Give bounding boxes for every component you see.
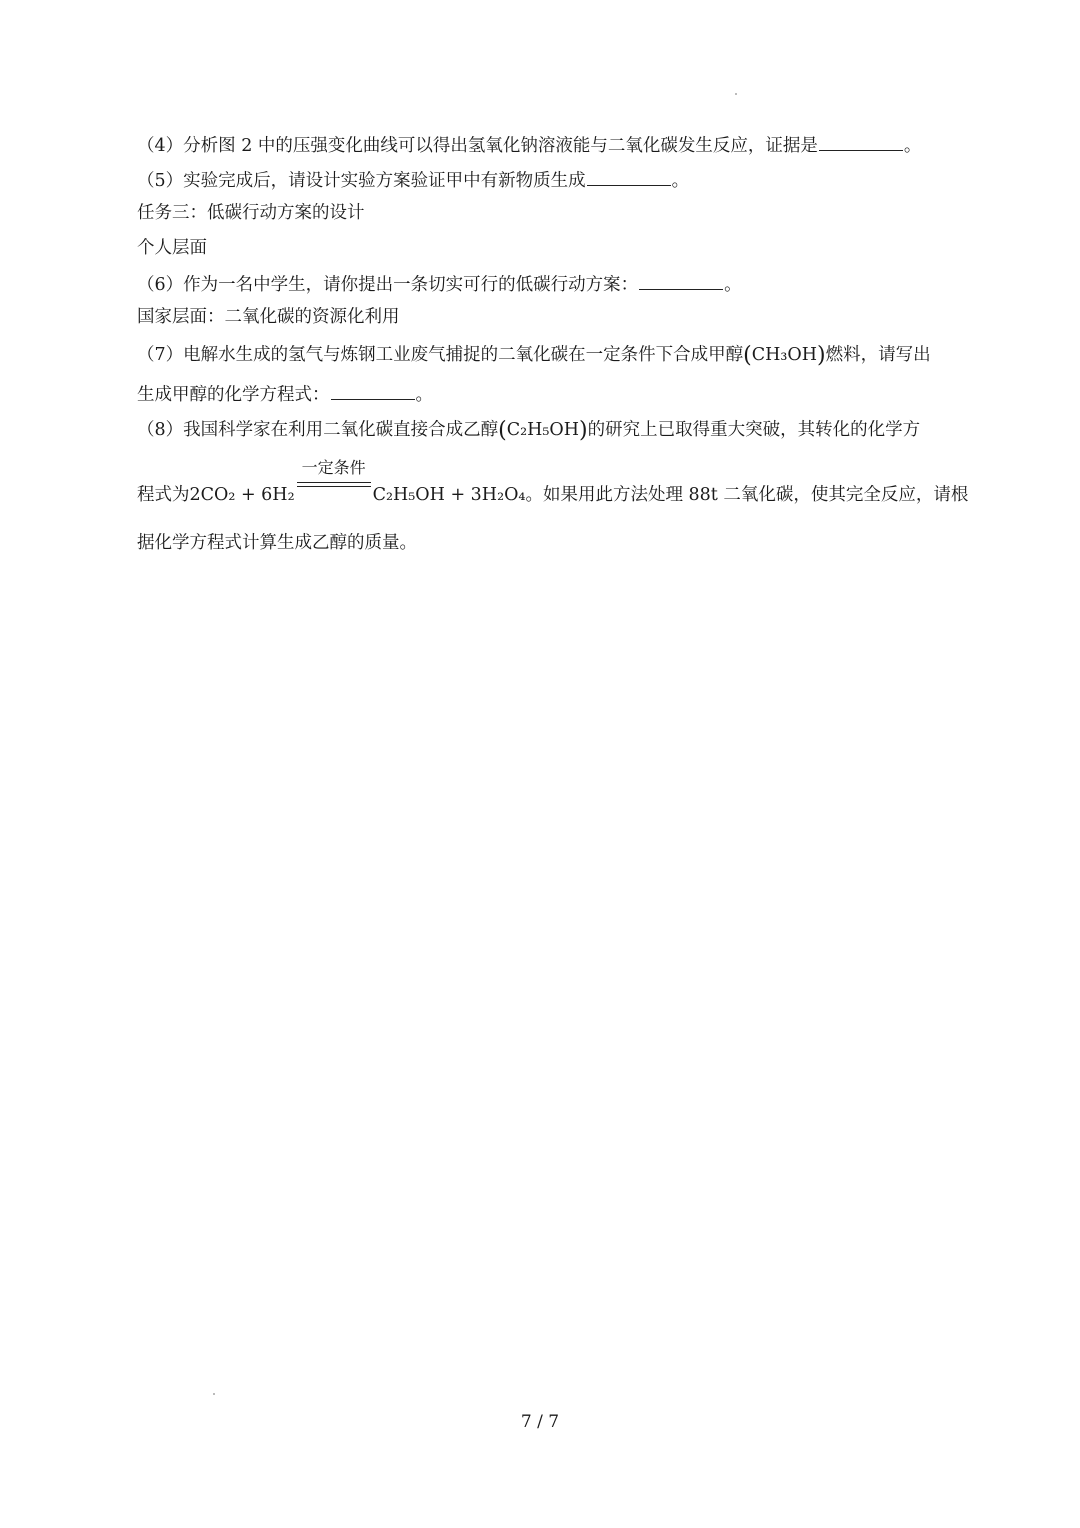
question-8-line1: （8）我国科学家在利用二氧化碳直接合成乙醇(C₂H₅OH)的研究上已取得重大突破，其转化的化学方 (137, 418, 921, 443)
question-4-text: （4）分析图 2 中的压强变化曲线可以得出氢氧化钠溶液能与二氧化碳发生反应，证据是 (137, 136, 818, 156)
question-7-line2: 生成甲醇的化学方程式： 。 (137, 381, 987, 407)
question-7-line1: （7）电解水生成的氢气与炼钢工业废气捕捉的二氧化碳在一定条件下合成甲醇(CH₃OH)燃料，请写出 (137, 343, 931, 368)
scan-speck (735, 93, 737, 95)
question-6: （6）作为一名中学生，请你提出一条切实可行的低碳行动方案： 。 (137, 271, 987, 297)
question-7-text: （7）电解水生成的氢气与炼钢工业废气捕捉的二氧化碳在一定条件下合成甲醇 (137, 345, 744, 365)
personal-heading: 个人层面 (137, 238, 207, 258)
question-8-line3: 据化学方程式计算生成乙醇的质量。 (137, 533, 417, 553)
answer-blank (331, 381, 415, 400)
scan-speck (213, 1393, 215, 1395)
answer-blank (819, 132, 903, 151)
question-5-text: （5）实验完成后，请设计实验方案验证甲中有新物质生成 (137, 171, 586, 191)
answer-blank (639, 271, 723, 290)
methanol-formula: CH₃OH (751, 345, 818, 365)
question-8-equation-line: 程式为2CO₂ + 6H₂ 一定条件 C₂H₅OH + 3H₂O₄。如果用此方法处理 88t 二氧化碳，使其完全反应，请根 (137, 458, 969, 505)
national-heading: 国家层面：二氧化碳的资源化利用 (137, 307, 400, 327)
question-5: （5）实验完成后，请设计实验方案验证甲中有新物质生成 。 (137, 167, 987, 193)
task3-heading: 任务三：低碳行动方案的设计 (137, 203, 365, 223)
question-6-text: （6）作为一名中学生，请你提出一条切实可行的低碳行动方案： (137, 275, 639, 295)
question-8-text: （8）我国科学家在利用二氧化碳直接合成乙醇 (137, 420, 499, 440)
equation-reactants: 2CO₂ + 6H₂ (189, 485, 295, 505)
answer-blank (587, 167, 671, 186)
reaction-condition (297, 458, 371, 500)
equation-products: C₂H₅OH + 3H₂O₄ (372, 485, 526, 505)
reaction-condition-label: 一定条件 (301, 458, 366, 477)
ethanol-formula: C₂H₅OH (506, 420, 580, 440)
question-4: （4）分析图 2 中的压强变化曲线可以得出氢氧化钠溶液能与二氧化碳发生反应，证据是 。 (137, 132, 987, 158)
page-number: 7 / 7 (520, 1412, 560, 1432)
